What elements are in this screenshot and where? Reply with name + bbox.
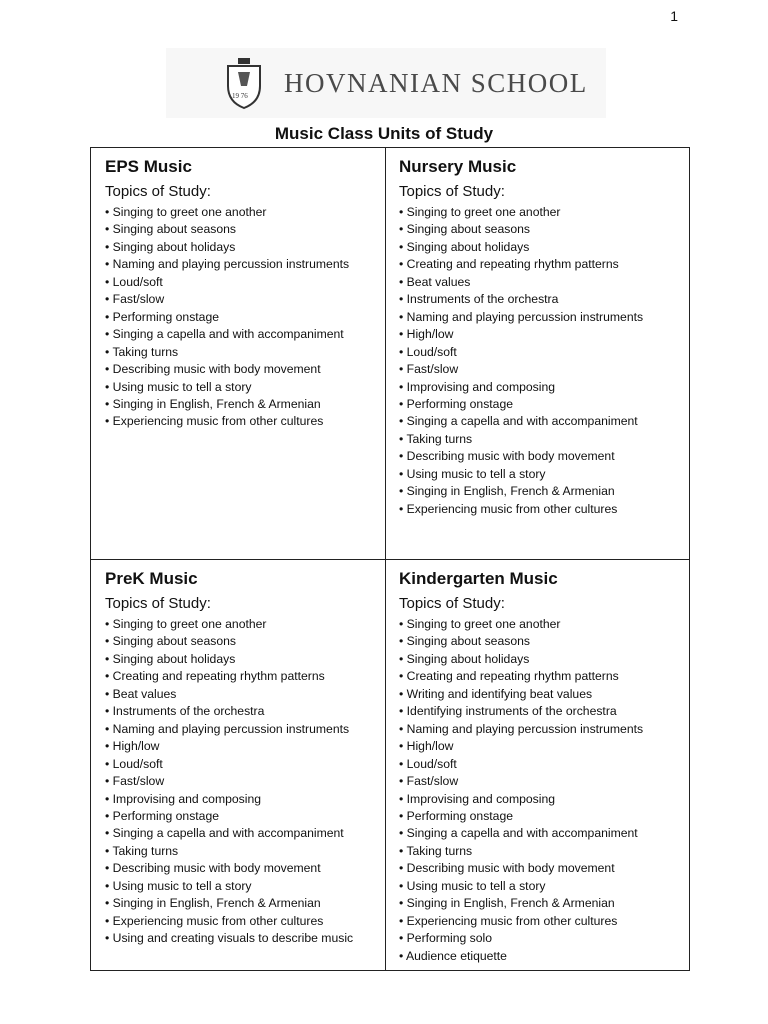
topic-item: • Experiencing music from other cultures	[399, 501, 643, 518]
topic-item: • Performing onstage	[105, 808, 353, 825]
topic-item: • Creating and repeating rhythm patterns	[399, 668, 643, 685]
topic-item: • Singing in English, French & Armenian	[399, 483, 643, 500]
section-subheading: Topics of Study:	[399, 595, 505, 612]
section-subheading: Topics of Study:	[399, 183, 505, 200]
topic-item: • Identifying instruments of the orchestra	[399, 703, 643, 720]
topic-item: • Singing a capella and with accompaniment	[105, 825, 353, 842]
topic-item: • Using music to tell a story	[105, 878, 353, 895]
topic-item: • Singing in English, French & Armenian	[105, 895, 353, 912]
section-prek-music	[105, 568, 353, 948]
topic-item: • Singing in English, French & Armenian	[399, 895, 643, 912]
document-title: Music Class Units of Study	[274, 124, 494, 143]
topic-list	[105, 616, 353, 948]
topic-item: • Singing about holidays	[105, 239, 349, 256]
topic-list	[105, 204, 349, 431]
topic-item: • Singing about holidays	[399, 651, 643, 668]
section-nursery-music	[399, 156, 643, 518]
topic-item: • Singing about seasons	[105, 221, 349, 238]
topic-item: • Singing about holidays	[105, 651, 353, 668]
topic-item: • Fast/slow	[105, 291, 349, 308]
topic-item: • Naming and playing percussion instruments	[399, 309, 643, 326]
crest-year: 19 76	[232, 92, 248, 100]
school-name: HOVNANIAN SCHOOL	[284, 68, 588, 98]
topic-item: • Loud/soft	[399, 756, 643, 773]
topic-item: • Improvising and composing	[399, 379, 643, 396]
topic-item: • Creating and repeating rhythm patterns	[399, 256, 643, 273]
topic-item: • Taking turns	[399, 843, 643, 860]
topic-item: • Using music to tell a story	[399, 878, 643, 895]
topic-item: • Singing a capella and with accompaniment	[105, 326, 349, 343]
topic-item: • Performing onstage	[105, 309, 349, 326]
topic-item: • Taking turns	[105, 843, 353, 860]
topic-item: • Creating and repeating rhythm patterns	[105, 668, 353, 685]
topic-item: • Experiencing music from other cultures	[105, 913, 353, 930]
section-heading: PreK Music	[105, 569, 198, 588]
section-eps-music	[105, 156, 349, 431]
topic-item: • Using music to tell a story	[399, 466, 643, 483]
topic-item: • Performing solo	[399, 930, 643, 947]
topic-item: • High/low	[399, 326, 643, 343]
section-heading: Nursery Music	[399, 157, 517, 176]
topic-item: • Singing a capella and with accompaniment	[399, 825, 643, 842]
page-number: 1	[670, 8, 678, 24]
topic-item: • Describing music with body movement	[399, 860, 643, 877]
topic-item: • Singing about holidays	[399, 239, 643, 256]
topic-item: • Naming and playing percussion instruments	[399, 721, 643, 738]
topic-item: • Taking turns	[399, 431, 643, 448]
section-heading: Kindergarten Music	[399, 569, 558, 588]
topic-item: • Experiencing music from other cultures	[399, 913, 643, 930]
topic-item: • Improvising and composing	[399, 791, 643, 808]
topic-item: • Fast/slow	[399, 773, 643, 790]
topic-item: • Describing music with body movement	[105, 361, 349, 378]
topic-item: • Singing to greet one another	[399, 204, 643, 221]
section-heading: EPS Music	[105, 157, 192, 176]
table-divider-horizontal	[91, 559, 689, 560]
topic-item: • Singing to greet one another	[105, 616, 353, 633]
school-logo	[166, 48, 606, 118]
topic-item: • Experiencing music from other cultures	[105, 413, 349, 430]
topic-item: • Fast/slow	[105, 773, 353, 790]
topic-item: • Loud/soft	[399, 344, 643, 361]
section-subheading: Topics of Study:	[105, 183, 211, 200]
section-subheading: Topics of Study:	[105, 595, 211, 612]
topic-item: • Describing music with body movement	[399, 448, 643, 465]
topic-item: • High/low	[105, 738, 353, 755]
topic-item: • Taking turns	[105, 344, 349, 361]
topic-item: • High/low	[399, 738, 643, 755]
topic-item: • Singing about seasons	[399, 221, 643, 238]
units-table	[90, 147, 690, 971]
topic-item: • Naming and playing percussion instruments	[105, 256, 349, 273]
topic-item: • Instruments of the orchestra	[105, 703, 353, 720]
school-crest-icon	[224, 56, 264, 110]
topic-item: • Using music to tell a story	[105, 379, 349, 396]
topic-item: • Loud/soft	[105, 756, 353, 773]
topic-item: • Beat values	[105, 686, 353, 703]
topic-item: • Beat values	[399, 274, 643, 291]
topic-item: • Loud/soft	[105, 274, 349, 291]
topic-item: • Performing onstage	[399, 396, 643, 413]
topic-item: • Audience etiquette	[399, 948, 643, 965]
section-kindergarten-music	[399, 568, 643, 965]
topic-item: • Singing about seasons	[399, 633, 643, 650]
topic-item: • Singing a capella and with accompaniment	[399, 413, 643, 430]
topic-item: • Fast/slow	[399, 361, 643, 378]
topic-item: • Using and creating visuals to describe music	[105, 930, 353, 947]
topic-item: • Naming and playing percussion instruments	[105, 721, 353, 738]
topic-item: • Singing to greet one another	[399, 616, 643, 633]
topic-list	[399, 616, 643, 965]
topic-item: • Instruments of the orchestra	[399, 291, 643, 308]
topic-item: • Improvising and composing	[105, 791, 353, 808]
topic-item: • Singing in English, French & Armenian	[105, 396, 349, 413]
topic-item: • Performing onstage	[399, 808, 643, 825]
topic-item: • Singing to greet one another	[105, 204, 349, 221]
topic-item: • Describing music with body movement	[105, 860, 353, 877]
topic-item: • Singing about seasons	[105, 633, 353, 650]
topic-item: • Writing and identifying beat values	[399, 686, 643, 703]
topic-list	[399, 204, 643, 518]
